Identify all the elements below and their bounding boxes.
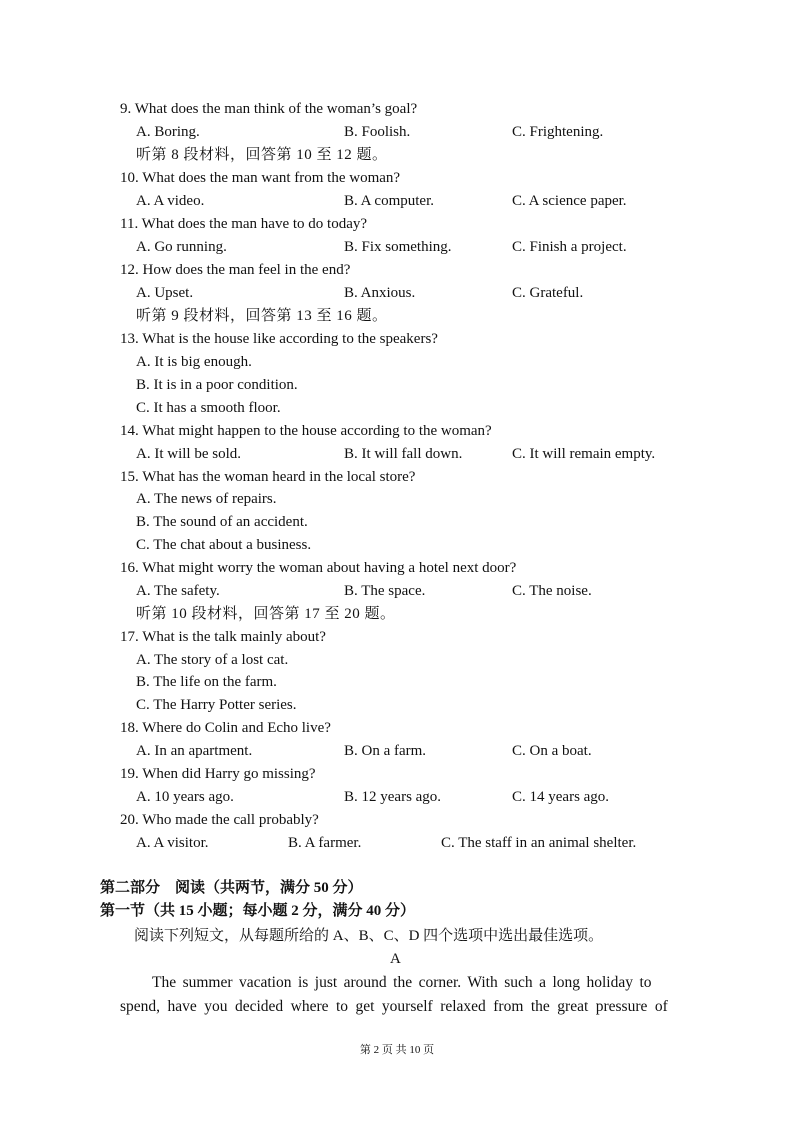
question-11: 11. What does the man have to do today? (120, 216, 368, 232)
question-14: 14. What might happen to the house according to the woman? (120, 423, 492, 439)
passage-line-2: spend, have you decided where to get yourself relaxed from the great pressure of (120, 998, 668, 1015)
q13-option-b: B. It is in a poor condition. (136, 377, 298, 393)
q19-option-b: B. 12 years ago. (344, 789, 442, 805)
question-9: 9. What does the man think of the woman’s goal? (120, 101, 418, 117)
q14-option-b: B. It will fall down. (344, 446, 463, 462)
q20-option-c: C. The staff in an animal shelter. (441, 835, 637, 851)
listening-instruction-9: 听第 9 段材料，回答第 13 至 16 题。 (136, 308, 388, 324)
q20-option-a: A. A visitor. (136, 835, 209, 851)
q11-option-b: B. Fix something. (344, 239, 452, 255)
q10-option-b: B. A computer. (344, 193, 434, 209)
question-16: 16. What might worry the woman about having a hotel next door? (120, 560, 517, 576)
q16-option-c: C. The noise. (512, 583, 592, 599)
reading-instruction: 阅读下列短文，从每题所给的 A、B、C、D 四个选项中选出最佳选项。 (134, 928, 604, 944)
q15-option-a: A. The news of repairs. (136, 491, 277, 507)
q11-option-a: A. Go running. (136, 239, 227, 255)
q17-option-a: A. The story of a lost cat. (136, 652, 289, 668)
q15-option-b: B. The sound of an accident. (136, 514, 308, 530)
passage-label: A (390, 951, 401, 967)
part-two-title: 第二部分 阅读（共两节，满分 50 分） (100, 880, 363, 896)
q9-option-a: A. Boring. (136, 124, 200, 140)
q9-option-c: C. Frightening. (512, 124, 604, 140)
q18-option-c: C. On a boat. (512, 743, 592, 759)
q12-option-c: C. Grateful. (512, 285, 584, 301)
q9-option-b: B. Foolish. (344, 124, 411, 140)
q14-option-c: C. It will remain empty. (512, 446, 656, 462)
q10-option-c: C. A science paper. (512, 193, 627, 209)
q13-option-c: C. It has a smooth floor. (136, 400, 281, 416)
q12-option-b: B. Anxious. (344, 285, 416, 301)
q19-option-a: A. 10 years ago. (136, 789, 234, 805)
q11-option-c: C. Finish a project. (512, 239, 627, 255)
q18-option-a: A. In an apartment. (136, 743, 253, 759)
page-footer: 第 2 页 共 10 页 (359, 1044, 435, 1056)
question-18: 18. Where do Colin and Echo live? (120, 720, 331, 736)
question-20: 20. Who made the call probably? (120, 812, 319, 828)
q14-option-a: A. It will be sold. (136, 446, 241, 462)
question-12: 12. How does the man feel in the end? (120, 262, 351, 278)
q16-option-a: A. The safety. (136, 583, 220, 599)
q16-option-b: B. The space. (344, 583, 426, 599)
question-19: 19. When did Harry go missing? (120, 766, 316, 782)
q15-option-c: C. The chat about a business. (136, 537, 312, 553)
section-one-title: 第一节（共 15 小题；每小题 2 分，满分 40 分） (100, 903, 416, 919)
passage-line-1: The summer vacation is just around the corner. With such a long holiday to (152, 974, 652, 991)
q10-option-a: A. A video. (136, 193, 205, 209)
q12-option-a: A. Upset. (136, 285, 194, 301)
question-13: 13. What is the house like according to the speakers? (120, 331, 438, 347)
q20-option-b: B. A farmer. (288, 835, 362, 851)
q13-option-a: A. It is big enough. (136, 354, 252, 370)
q18-option-b: B. On a farm. (344, 743, 427, 759)
q17-option-b: B. The life on the farm. (136, 674, 277, 690)
question-10: 10. What does the man want from the woman? (120, 170, 401, 186)
q17-option-c: C. The Harry Potter series. (136, 697, 297, 713)
q19-option-c: C. 14 years ago. (512, 789, 610, 805)
question-15: 15. What has the woman heard in the local store? (120, 469, 416, 485)
listening-instruction-8: 听第 8 段材料，回答第 10 至 12 题。 (136, 147, 388, 163)
question-17: 17. What is the talk mainly about? (120, 629, 326, 645)
listening-instruction-10: 听第 10 段材料，回答第 17 至 20 题。 (136, 606, 396, 622)
